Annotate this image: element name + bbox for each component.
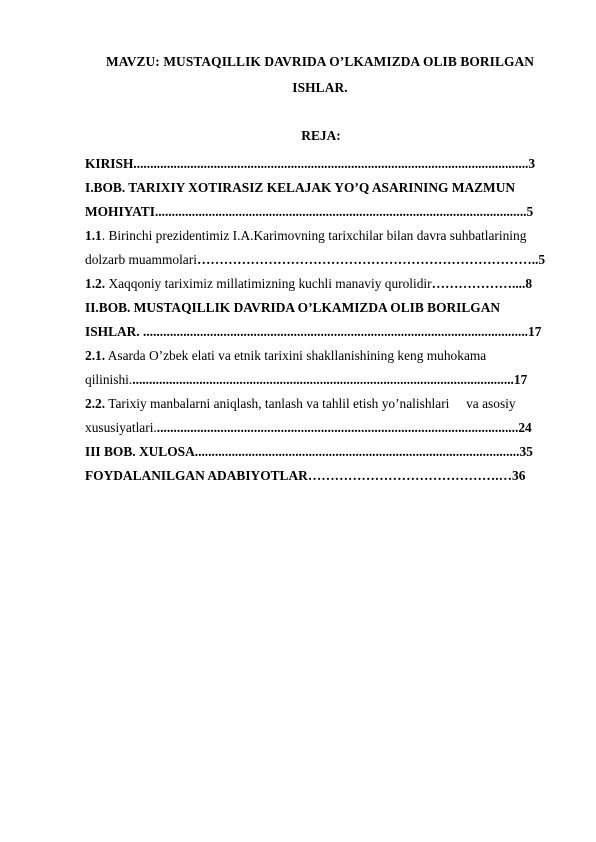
title-line-1: MAVZU: MUSTAQILLIK DAVRIDA O’LKAMIZDA OLIB BORILGAN bbox=[105, 54, 535, 69]
toc-text: Tarixiy manbalarni aniqlash, tanlash va tahlil etish yo’nalishlari va asosiy bbox=[105, 396, 516, 411]
toc-text: MOHIYATI...............................................................................................................5 bbox=[85, 204, 534, 219]
toc-text: xususiyatlari. bbox=[85, 420, 157, 435]
toc-number: 2.1. bbox=[85, 348, 106, 363]
toc-text: . Birinchi prezidentimiz I.A.Karimovning tarixchilar bilan davra suhbatlarining bbox=[101, 228, 527, 243]
toc-entry-2-2 bbox=[85, 396, 555, 412]
toc-text: Asarda O’zbek elati va etnik tarixini shakllanishining keng muhokama bbox=[105, 348, 487, 363]
toc-text: KIRISH......................................................................................................................3 bbox=[85, 156, 536, 171]
toc-entry-conclusion bbox=[85, 444, 555, 460]
toc-text: III BOB. XULOSA.................................................................................................35 bbox=[85, 444, 533, 459]
toc-entry-2-1-cont bbox=[85, 372, 555, 388]
toc-number: 2.2. bbox=[85, 396, 106, 411]
toc-text: qilinishi. bbox=[85, 372, 133, 387]
toc-text: FOYDALANILGAN ADABIYOTLAR bbox=[85, 468, 308, 483]
toc-number: 1.2. bbox=[85, 276, 106, 291]
toc-entry-2-1 bbox=[85, 348, 555, 364]
plan-heading: REJA: bbox=[301, 128, 341, 143]
toc-text: Xaqqoniy tariximiz millatimizning kuchli manaviy qurolidir bbox=[105, 276, 432, 291]
toc-entry-chapter-2-cont bbox=[85, 324, 555, 340]
toc-entry-1-1-cont bbox=[85, 252, 555, 268]
toc-text: dolzarb muammolari bbox=[85, 252, 197, 267]
title-line-2: ISHLAR. bbox=[292, 80, 348, 95]
toc-text: II.BOB. MUSTAQILLIK DAVRIDA O’LKAMIZDA OLIB BORILGAN bbox=[85, 300, 501, 315]
toc-entry-chapter-2 bbox=[85, 300, 555, 316]
toc-entry-references bbox=[85, 468, 555, 484]
toc-entry-1-2 bbox=[85, 276, 555, 292]
toc-entry-chapter-1 bbox=[85, 180, 555, 196]
toc-text: I.BOB. TARIXIY XOTIRASIZ KELAJAK YO’Q ASARINING MAZMUN bbox=[85, 180, 516, 195]
toc-leader: ………………....8 bbox=[431, 276, 533, 291]
toc-entry-1-1 bbox=[85, 228, 555, 244]
toc-entry-chapter-1-cont bbox=[85, 204, 555, 220]
toc-leader: ............................................................................................................24 bbox=[156, 420, 532, 435]
toc-entry-2-2-cont bbox=[85, 420, 555, 436]
toc-leader: ..................................................................................................................17 bbox=[132, 372, 528, 387]
toc-leader: …………………………………….…36 bbox=[307, 468, 526, 483]
toc-entry-kirish bbox=[85, 156, 555, 172]
toc-number: 1.1 bbox=[85, 228, 102, 243]
toc-text: ISHLAR. ...................................................................................................................17 bbox=[85, 324, 542, 339]
toc-leader: …………………………………………………………………..5 bbox=[196, 252, 546, 267]
